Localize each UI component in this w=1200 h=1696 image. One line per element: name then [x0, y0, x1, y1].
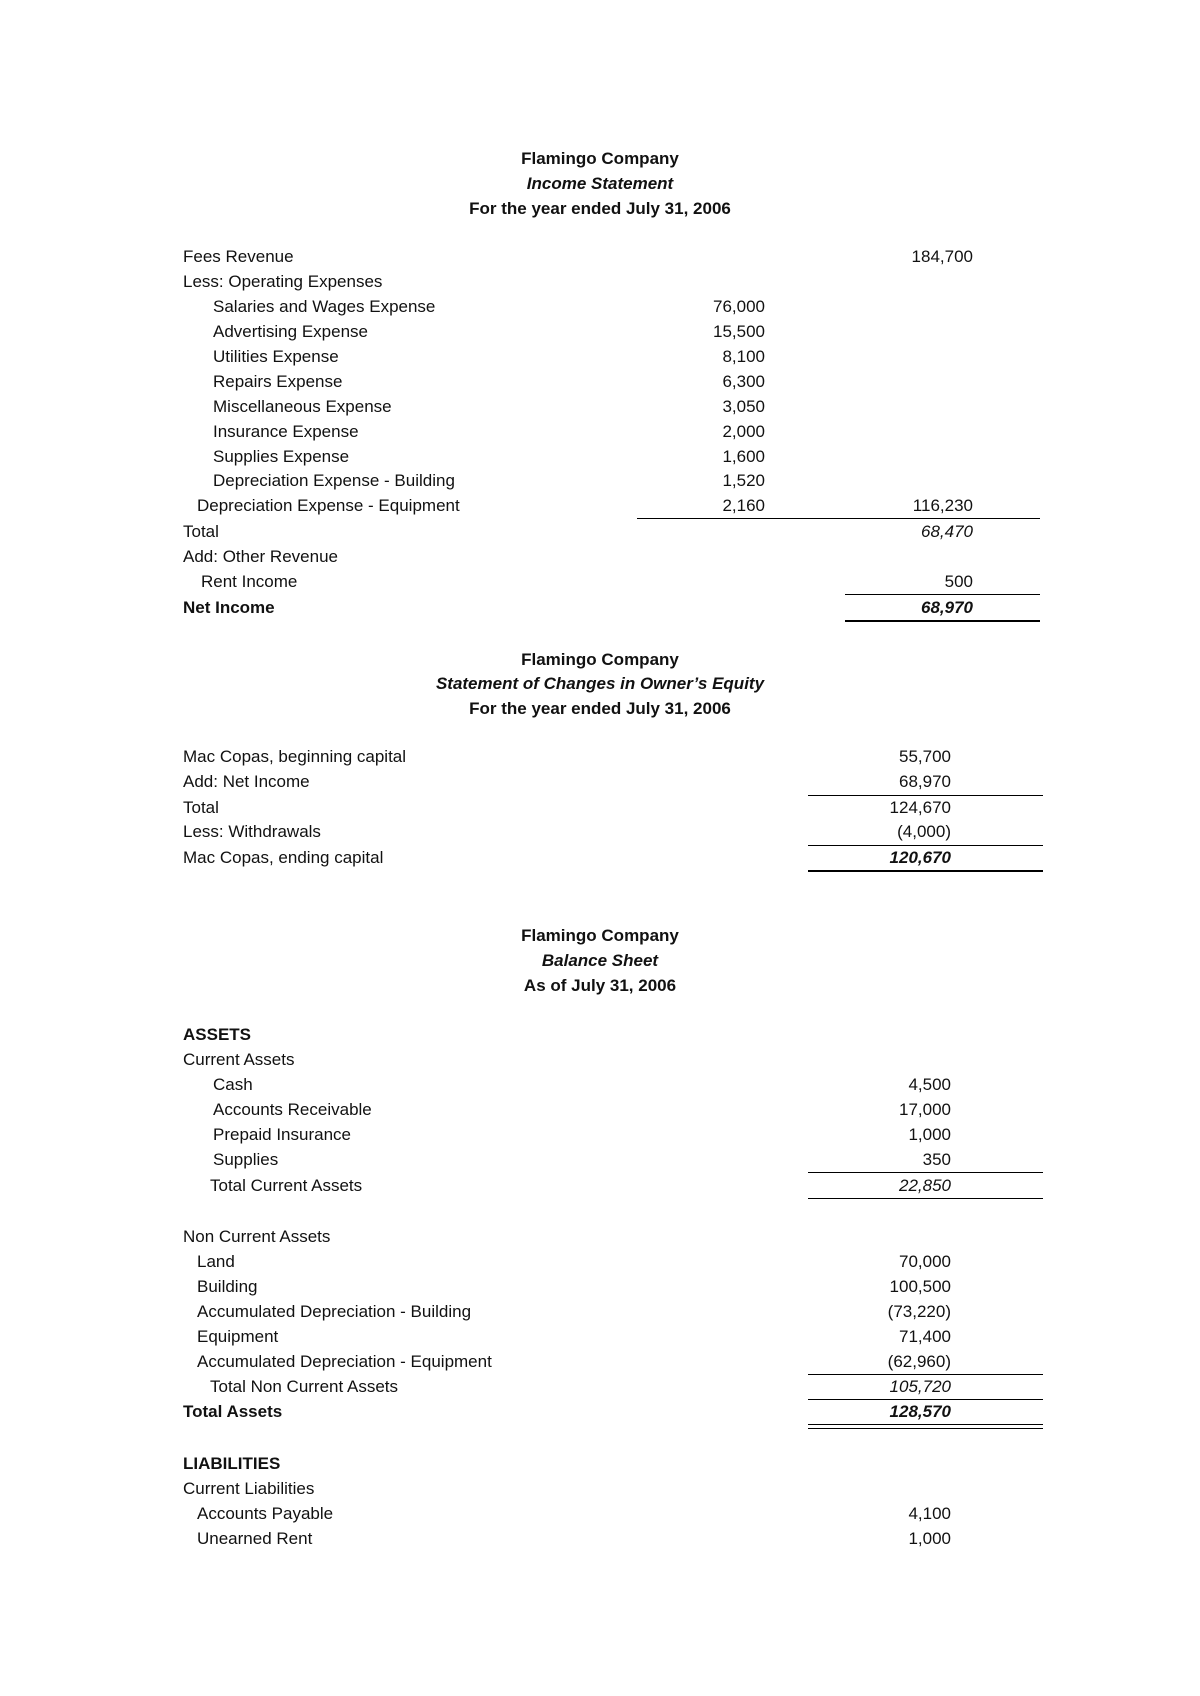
non-current-assets-heading	[0, 1226, 1200, 1248]
total-non-current-assets-underline	[808, 1399, 1043, 1400]
withdrawals-value: (4,000)	[897, 822, 951, 841]
expenses-total-underline	[845, 518, 1040, 519]
non-current-asset-row	[0, 1351, 1200, 1373]
net-income-underline	[845, 620, 1040, 622]
other-revenue-heading	[0, 546, 1200, 568]
current-asset-value: 4,500	[908, 1075, 951, 1094]
total-assets-double-underline-bottom	[808, 1428, 1043, 1429]
withdrawals-underline	[808, 845, 1043, 846]
current-asset-row	[0, 1074, 1200, 1096]
non-current-asset-label: Building	[197, 1277, 258, 1296]
equity-total-row	[0, 797, 1200, 819]
current-asset-row	[0, 1099, 1200, 1121]
equity-statement-company: Flamingo Company	[521, 650, 679, 669]
non-current-assets-underline	[808, 1374, 1043, 1375]
expense-label: Depreciation Expense - Building	[213, 471, 455, 490]
add-net-income-row	[0, 771, 1200, 793]
expense-value: 1,600	[722, 447, 765, 466]
rent-income-label: Rent Income	[201, 572, 298, 591]
expense-row	[0, 321, 1200, 343]
expense-label: Utilities Expense	[213, 347, 339, 366]
ending-capital-row	[0, 847, 1200, 869]
liabilities-label: LIABILITIES	[183, 1454, 281, 1473]
beginning-capital-value: 55,700	[899, 747, 951, 766]
beginning-capital-row	[0, 746, 1200, 768]
add-net-income-label: Add: Net Income	[183, 772, 310, 791]
income-statement-company: Flamingo Company	[521, 149, 679, 168]
expense-value: 2,160	[722, 496, 765, 515]
ending-capital-underline	[808, 870, 1043, 872]
expense-value: 15,500	[713, 322, 765, 341]
current-asset-label: Prepaid Insurance	[213, 1125, 351, 1144]
equity-total-value: 124,670	[889, 798, 951, 817]
total-assets-row	[0, 1401, 1200, 1423]
income-total-row	[0, 521, 1200, 543]
expense-row	[0, 296, 1200, 318]
expense-row	[0, 470, 1200, 492]
assets-heading	[0, 1024, 1200, 1046]
total-non-current-assets-label: Total Non Current Assets	[210, 1377, 399, 1396]
beginning-capital-label: Mac Copas, beginning capital	[183, 747, 407, 766]
other-revenue-label: Add: Other Revenue	[183, 547, 338, 566]
expense-row	[0, 495, 1200, 517]
current-asset-label: Supplies	[213, 1150, 279, 1169]
income-total-label: Total	[183, 522, 219, 541]
expense-label: Repairs Expense	[213, 372, 343, 391]
ending-capital-value: 120,670	[889, 848, 951, 867]
total-current-assets-underline	[808, 1198, 1043, 1199]
total-current-assets-row	[0, 1175, 1200, 1197]
rent-income-underline	[845, 594, 1040, 595]
expense-row	[0, 346, 1200, 368]
rent-income-value: 500	[944, 572, 973, 591]
equity-subtotal-underline	[808, 795, 1043, 796]
non-current-asset-row	[0, 1276, 1200, 1298]
current-liability-value: 1,000	[908, 1529, 951, 1548]
current-assets-heading	[0, 1049, 1200, 1071]
current-asset-label: Accounts Receivable	[213, 1100, 372, 1119]
current-asset-value: 350	[922, 1150, 951, 1169]
fees-revenue-row	[0, 246, 1200, 268]
expense-value: 76,000	[713, 297, 765, 316]
total-assets-label: Total Assets	[183, 1402, 283, 1421]
non-current-assets-label: Non Current Assets	[183, 1227, 331, 1246]
current-liability-row	[0, 1528, 1200, 1550]
current-liability-row	[0, 1503, 1200, 1525]
operating-expenses-label: Less: Operating Expenses	[183, 272, 383, 291]
net-income-row	[0, 597, 1200, 619]
liabilities-heading	[0, 1453, 1200, 1475]
expense-value: 1,520	[722, 471, 765, 490]
expense-label: Insurance Expense	[213, 422, 359, 441]
withdrawals-row	[0, 821, 1200, 843]
current-asset-row	[0, 1149, 1200, 1171]
non-current-asset-label: Accumulated Depreciation - Equipment	[197, 1352, 492, 1371]
ending-capital-label: Mac Copas, ending capital	[183, 848, 384, 867]
expense-value: 3,050	[722, 397, 765, 416]
current-liabilities-label: Current Liabilities	[183, 1479, 315, 1498]
expense-label: Advertising Expense	[213, 322, 368, 341]
total-assets-double-underline-top	[808, 1424, 1043, 1425]
expenses-underline	[637, 518, 845, 519]
operating-expenses-heading	[0, 271, 1200, 293]
expense-row	[0, 421, 1200, 443]
income-total-value: 68,470	[921, 522, 973, 541]
equity-total-label: Total	[183, 798, 219, 817]
non-current-asset-row	[0, 1326, 1200, 1348]
expense-row	[0, 446, 1200, 468]
equity-statement-title: Statement of Changes in Owner’s Equity	[435, 674, 765, 693]
income-statement-period: For the year ended July 31, 2006	[469, 199, 731, 218]
equity-statement-period: For the year ended July 31, 2006	[469, 699, 731, 718]
non-current-asset-label: Land	[197, 1252, 235, 1271]
rent-income-row	[0, 571, 1200, 593]
total-current-assets-value: 22,850	[899, 1176, 951, 1195]
expense-row	[0, 371, 1200, 393]
total-expenses-value: 116,230	[912, 496, 973, 515]
expense-value: 8,100	[722, 347, 765, 366]
expense-label: Depreciation Expense - Equipment	[197, 496, 460, 515]
current-asset-label: Cash	[213, 1075, 253, 1094]
current-asset-value: 17,000	[899, 1100, 951, 1119]
expense-label: Salaries and Wages Expense	[213, 297, 436, 316]
balance-sheet-title: Balance Sheet	[541, 951, 659, 970]
total-non-current-assets-row	[0, 1376, 1200, 1398]
non-current-asset-label: Accumulated Depreciation - Building	[197, 1302, 472, 1321]
net-income-value: 68,970	[921, 598, 973, 617]
non-current-asset-label: Equipment	[197, 1327, 279, 1346]
withdrawals-label: Less: Withdrawals	[183, 822, 321, 841]
add-net-income-value: 68,970	[899, 772, 951, 791]
non-current-asset-value: (62,960)	[887, 1352, 951, 1371]
expense-value: 6,300	[722, 372, 765, 391]
total-current-assets-label: Total Current Assets	[210, 1176, 363, 1195]
income-statement-title: Income Statement	[526, 174, 674, 193]
current-liability-value: 4,100	[908, 1504, 951, 1523]
non-current-asset-value: 71,400	[899, 1327, 951, 1346]
fees-revenue-value: 184,700	[911, 247, 973, 266]
assets-label: ASSETS	[183, 1025, 252, 1044]
balance-sheet-company: Flamingo Company	[521, 926, 679, 945]
current-assets-underline	[808, 1172, 1043, 1173]
expense-value: 2,000	[722, 422, 765, 441]
balance-sheet-period: As of July 31, 2006	[523, 976, 677, 995]
current-assets-label: Current Assets	[183, 1050, 295, 1069]
fees-revenue-label: Fees Revenue	[183, 247, 294, 266]
expense-label: Miscellaneous Expense	[213, 397, 392, 416]
non-current-asset-value: 70,000	[899, 1252, 951, 1271]
current-asset-value: 1,000	[908, 1125, 951, 1144]
non-current-asset-row	[0, 1251, 1200, 1273]
current-liability-label: Accounts Payable	[197, 1504, 334, 1523]
current-liabilities-heading	[0, 1478, 1200, 1500]
expense-row	[0, 396, 1200, 418]
expense-label: Supplies Expense	[213, 447, 350, 466]
current-liability-label: Unearned Rent	[197, 1529, 313, 1548]
non-current-asset-value: 100,500	[889, 1277, 951, 1296]
non-current-asset-value: (73,220)	[887, 1302, 951, 1321]
total-non-current-assets-value: 105,720	[889, 1377, 951, 1396]
current-asset-row	[0, 1124, 1200, 1146]
total-assets-value: 128,570	[889, 1402, 951, 1421]
non-current-asset-row	[0, 1301, 1200, 1323]
net-income-label: Net Income	[183, 598, 275, 617]
